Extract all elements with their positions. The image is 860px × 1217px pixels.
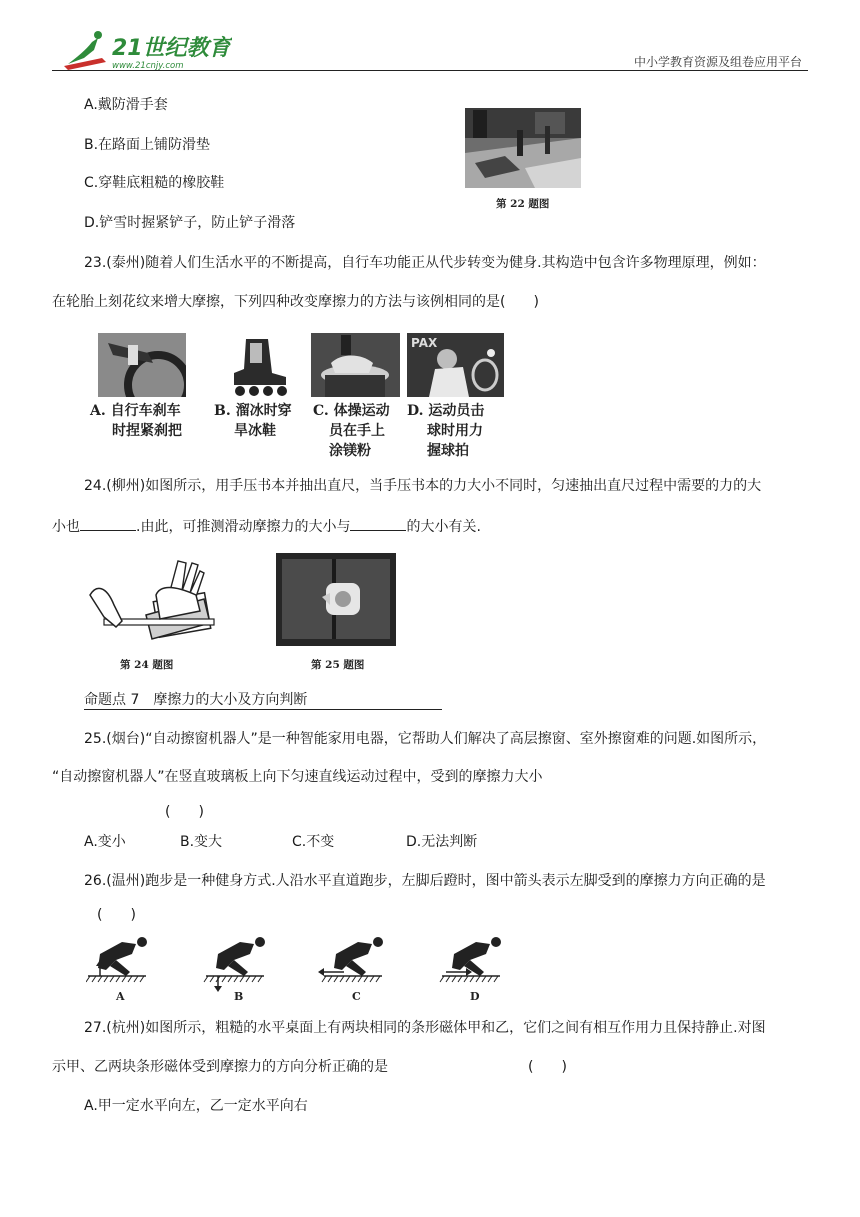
q23-label-b-line2: 旱冰鞋	[234, 423, 276, 439]
q25-caption: 第 25 题图	[311, 659, 365, 671]
q23-label-c-line3: 涂镁粉	[329, 443, 371, 459]
q23-line2: 在轮胎上刻花纹来增大摩擦，下列四种改变摩擦力的方法与该例相同的是( )	[52, 294, 539, 310]
q26-bracket: ( )	[97, 907, 136, 923]
q26-label-b: B	[234, 990, 244, 1003]
q24-blank-1	[80, 516, 136, 531]
q23-label-d-line3: 握球拍	[427, 443, 469, 459]
q23-label-a-line1: A. 自行车刹车	[90, 403, 181, 419]
section-title-text: 命题点 7 摩擦力的大小及方向判断	[84, 692, 308, 708]
q25-photo	[276, 553, 396, 646]
runner-c-icon	[318, 937, 383, 1003]
runner-d-icon	[440, 937, 501, 1003]
q23-photo-a	[98, 333, 186, 397]
q25-line2: “自动擦窗机器人”在竖直玻璃板上向下匀速直线运动过程中，受到的摩擦力大小	[52, 769, 543, 785]
q24-caption: 第 24 题图	[120, 659, 174, 671]
runner-a-icon	[86, 937, 147, 1003]
q23-label-c-line1: C. 体操运动	[313, 403, 390, 419]
q24-line2	[52, 516, 481, 537]
q25-line1: 25.(烟台)“自动擦窗机器人”是一种智能家用电器，它帮助人们解决了高层擦窗、室外擦窗难的问题.如图所示，	[84, 731, 767, 747]
q24-line2-a: 小也	[52, 519, 80, 535]
q22-option-b: B.在路面上铺防滑垫	[84, 137, 211, 153]
q27-line2: 示甲、乙两块条形磁体受到摩擦力的方向分析正确的是	[52, 1059, 388, 1075]
q22-photo	[465, 108, 581, 188]
q26-label-c: C	[352, 990, 361, 1003]
logo-runner-icon	[62, 28, 232, 74]
q25-bracket: ( )	[165, 804, 204, 820]
q22-option-c: C.穿鞋底粗糙的橡胶鞋	[84, 175, 225, 191]
q22-option-d: D.铲雪时握紧铲子，防止铲子滑落	[84, 215, 296, 231]
q24-line1: 24.(柳州)如图所示，用手压书本并抽出直尺，当手压书本的力大小不同时，匀速抽出直尺过程中需要的力的大	[84, 478, 762, 494]
logo-url: www.21cnjy.com	[112, 61, 184, 71]
q26-label-d: D	[470, 990, 480, 1003]
q26-label-a: A	[116, 990, 125, 1003]
q23-label-d	[407, 401, 484, 461]
q23-line1: 23.(泰州)随着人们生活水平的不断提高，自行车功能正从代步转变为健身.其构造中包含许多物理原理，例如：	[84, 255, 766, 271]
q22-option-a: A.戴防滑手套	[84, 97, 168, 113]
q26-figures	[86, 932, 516, 1006]
logo-text: 21世纪教育	[112, 36, 231, 61]
logo	[62, 28, 232, 74]
q24-line2-b: .由此，可推测滑动摩擦力的大小与	[136, 519, 351, 535]
q23-photo-c	[311, 333, 400, 397]
q24-blank-2	[350, 516, 406, 531]
runner-b-icon	[204, 937, 265, 1003]
q24-line2-c: 的大小有关.	[406, 519, 481, 535]
q23-label-c-line2: 员在手上	[329, 423, 385, 439]
q23-label-b-line1: B. 溜冰时穿	[214, 403, 292, 419]
q25-option-c: C.不变	[292, 834, 335, 850]
q27-option-a: A.甲一定水平向左，乙一定水平向右	[84, 1098, 308, 1114]
q26-line1: 26.(温州)跑步是一种健身方式.人沿水平直道跑步，左脚后蹬时，图中箭头表示左脚受到的摩擦力方向正确的是	[84, 873, 766, 889]
q23-label-d-line2: 球时用力	[427, 423, 483, 439]
q24-figure	[86, 555, 218, 647]
q23-label-a	[90, 401, 182, 441]
q23-label-d-line1: D. 运动员击	[407, 403, 485, 419]
q25-option-a: A.变小	[84, 834, 126, 850]
q23-photo-b	[224, 333, 294, 397]
q25-option-b: B.变大	[180, 834, 223, 850]
q23-label-c	[313, 401, 390, 461]
q23-label-b	[214, 401, 292, 441]
q27-line1: 27.(杭州)如图所示，粗糙的水平桌面上有两块相同的条形磁体甲和乙，它们之间有相互作用力且保持静止.对图	[84, 1020, 766, 1036]
q23-photo-d-text: PAX	[411, 336, 438, 350]
q22-caption: 第 22 题图	[496, 198, 550, 210]
q23-photo-d	[407, 333, 504, 397]
q25-option-d: D.无法判断	[406, 834, 478, 850]
section-title	[84, 689, 442, 710]
q23-label-a-line2: 时捏紧刹把	[112, 423, 182, 439]
header-divider	[52, 70, 808, 71]
platform-name: 中小学教育资源及组卷应用平台	[633, 55, 802, 69]
q27-bracket: ( )	[528, 1059, 567, 1075]
